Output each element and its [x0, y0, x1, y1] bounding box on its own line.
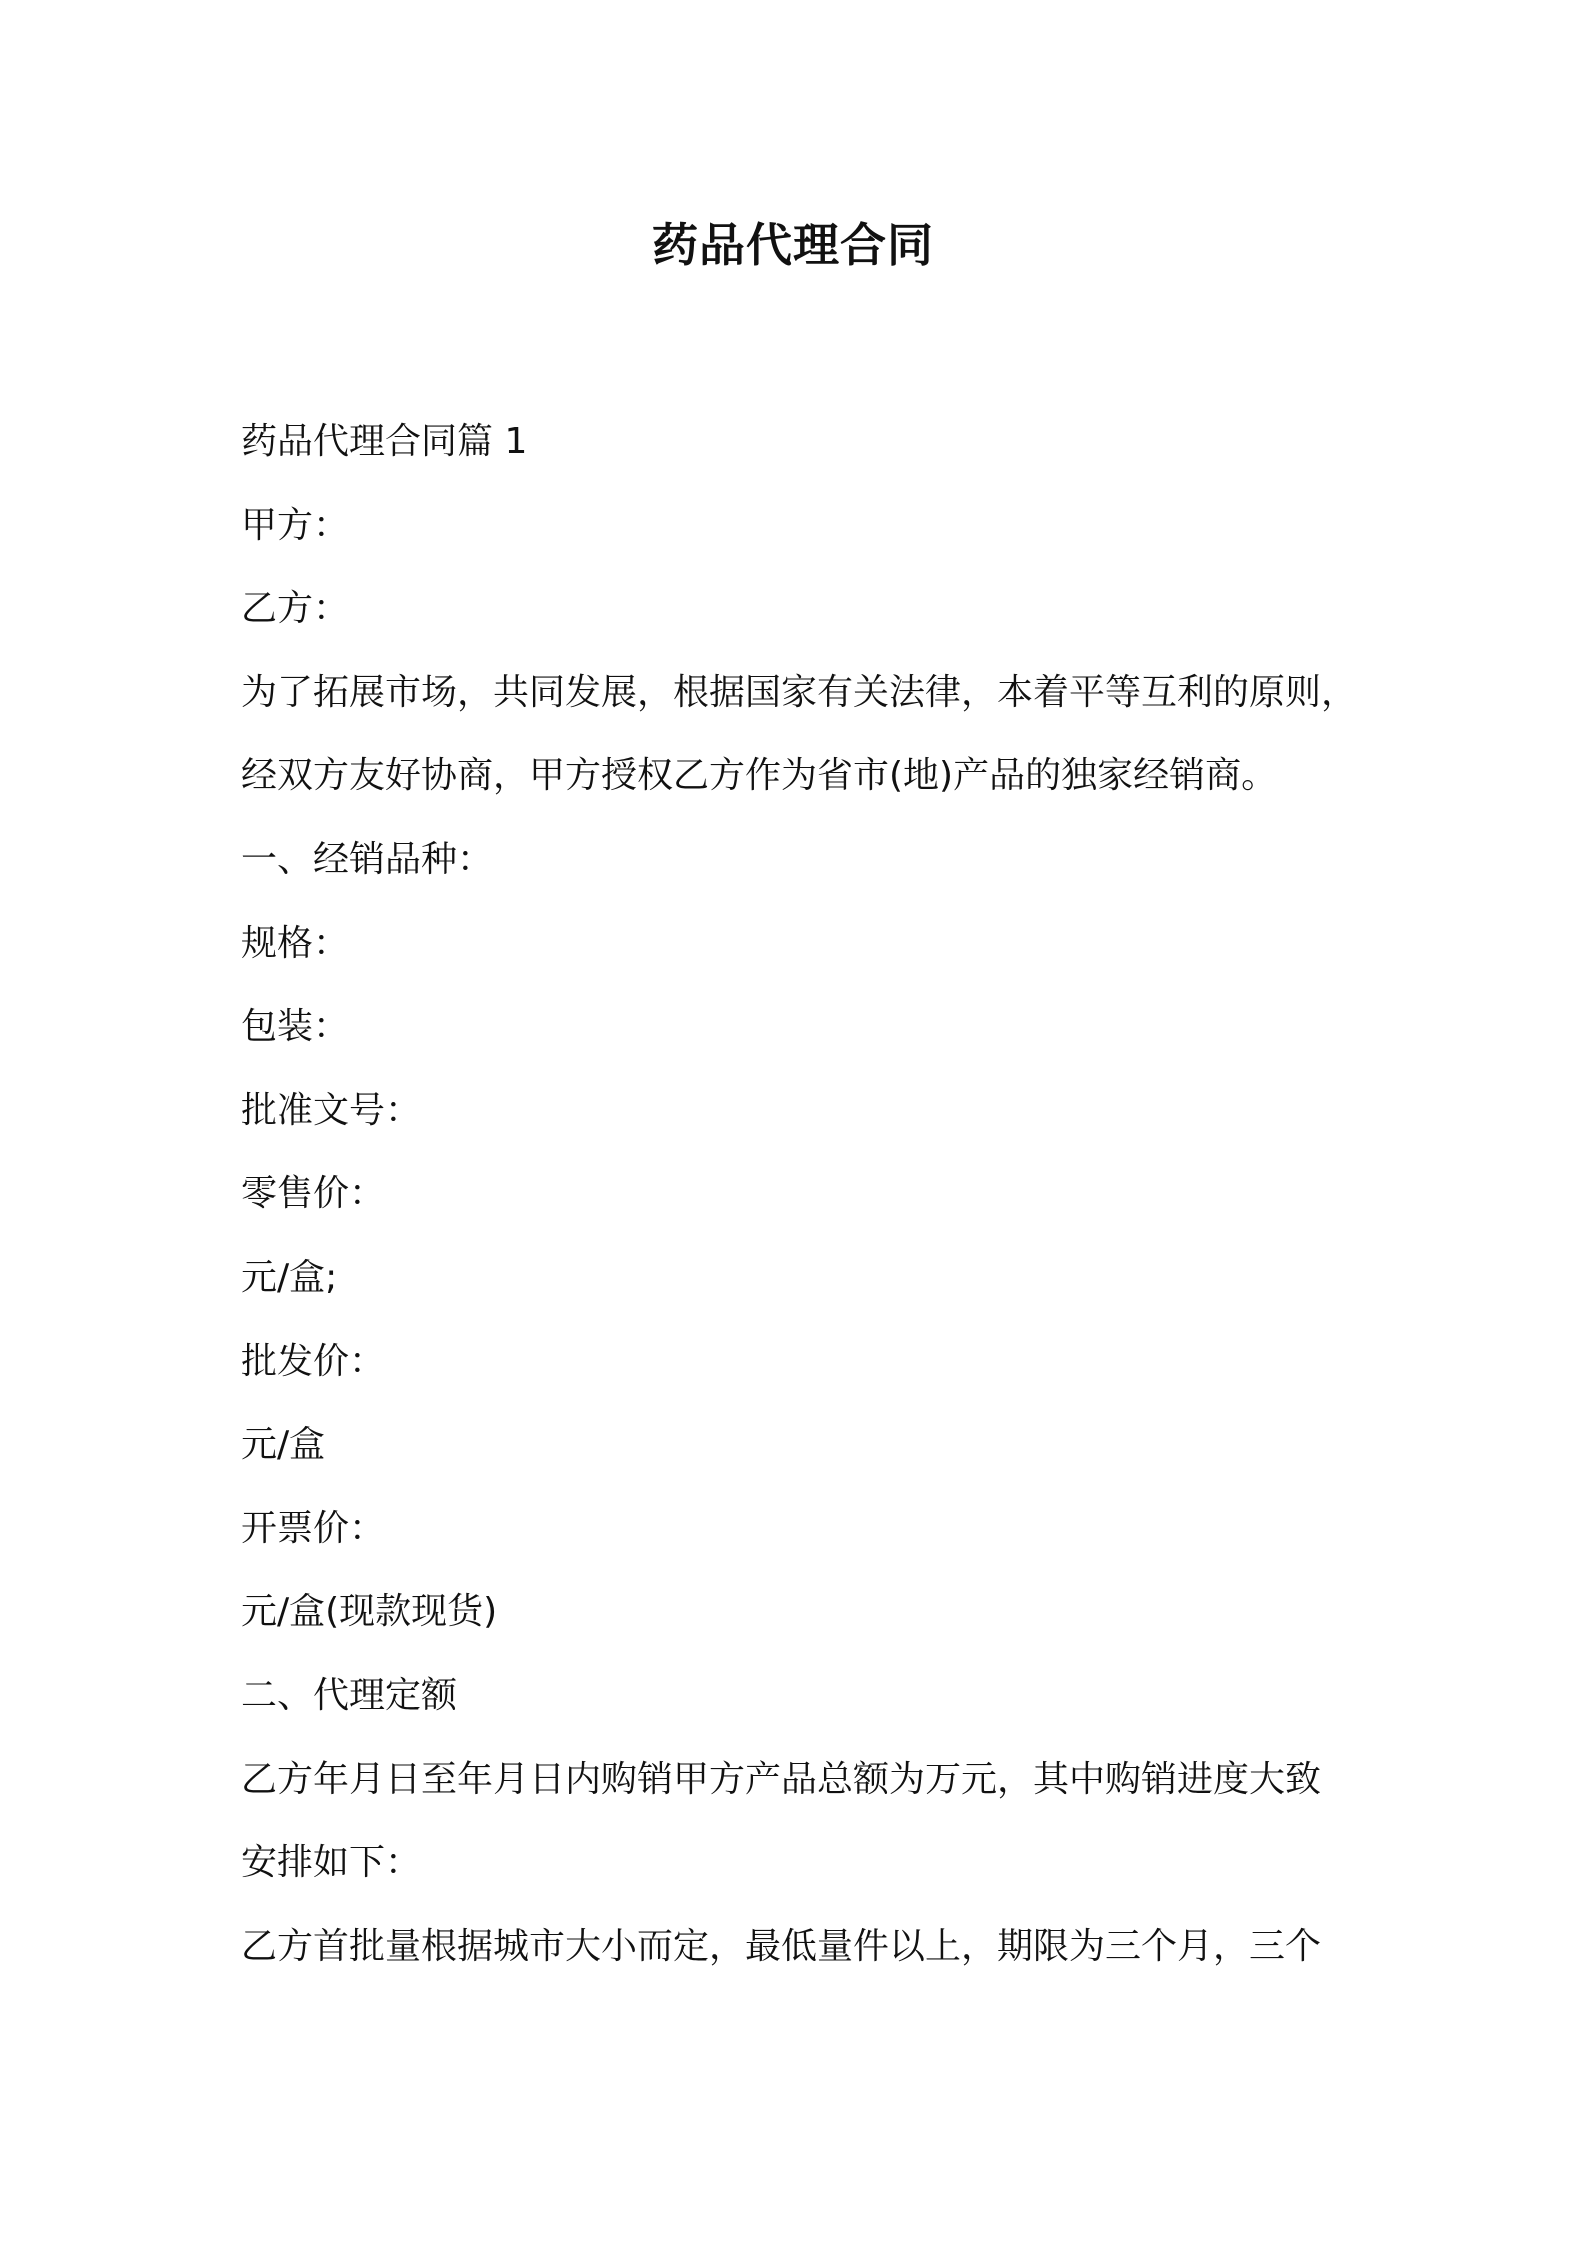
invoice-price-line: 开票价：	[241, 1507, 386, 1549]
approval-number-line: 批准文号：	[241, 1089, 422, 1131]
wholesale-price-line: 批发价：	[241, 1340, 386, 1382]
quota-paragraph-line-2: 安排如下：	[241, 1842, 422, 1884]
section-heading-quota: 二、代理定额	[241, 1674, 458, 1716]
first-batch-paragraph-line-1: 乙方首批量根据城市大小而定，最低量件以上，期限为三个月，三个	[241, 1925, 1322, 1967]
party-b-line: 乙方：	[241, 588, 350, 630]
wholesale-price-unit-line: 元/盒	[241, 1424, 326, 1466]
preamble-line-1: 为了拓展市场，共同发展，根据国家有关法律，本着平等互利的原则，	[241, 671, 1358, 713]
document-body	[241, 400, 1361, 1988]
party-a-line: 甲方：	[241, 504, 350, 546]
section-heading-article-1: 药品代理合同篇 1	[241, 421, 528, 462]
specification-line: 规格：	[241, 922, 350, 964]
retail-price-unit-line: 元/盒;	[241, 1256, 338, 1298]
document-title: 药品代理合同	[652, 218, 934, 272]
preamble-line-2: 经双方友好协商，甲方授权乙方作为省市(地)产品的独家经销商。	[241, 755, 1278, 797]
quota-paragraph-line-1: 乙方年月日至年月日内购销甲方产品总额为万元，其中购销进度大致	[241, 1758, 1322, 1800]
packaging-line: 包装：	[241, 1006, 350, 1048]
invoice-price-unit-line: 元/盒(现款现货)	[241, 1591, 498, 1633]
retail-price-line: 零售价：	[241, 1173, 386, 1215]
section-heading-products: 一、经销品种：	[241, 838, 494, 880]
